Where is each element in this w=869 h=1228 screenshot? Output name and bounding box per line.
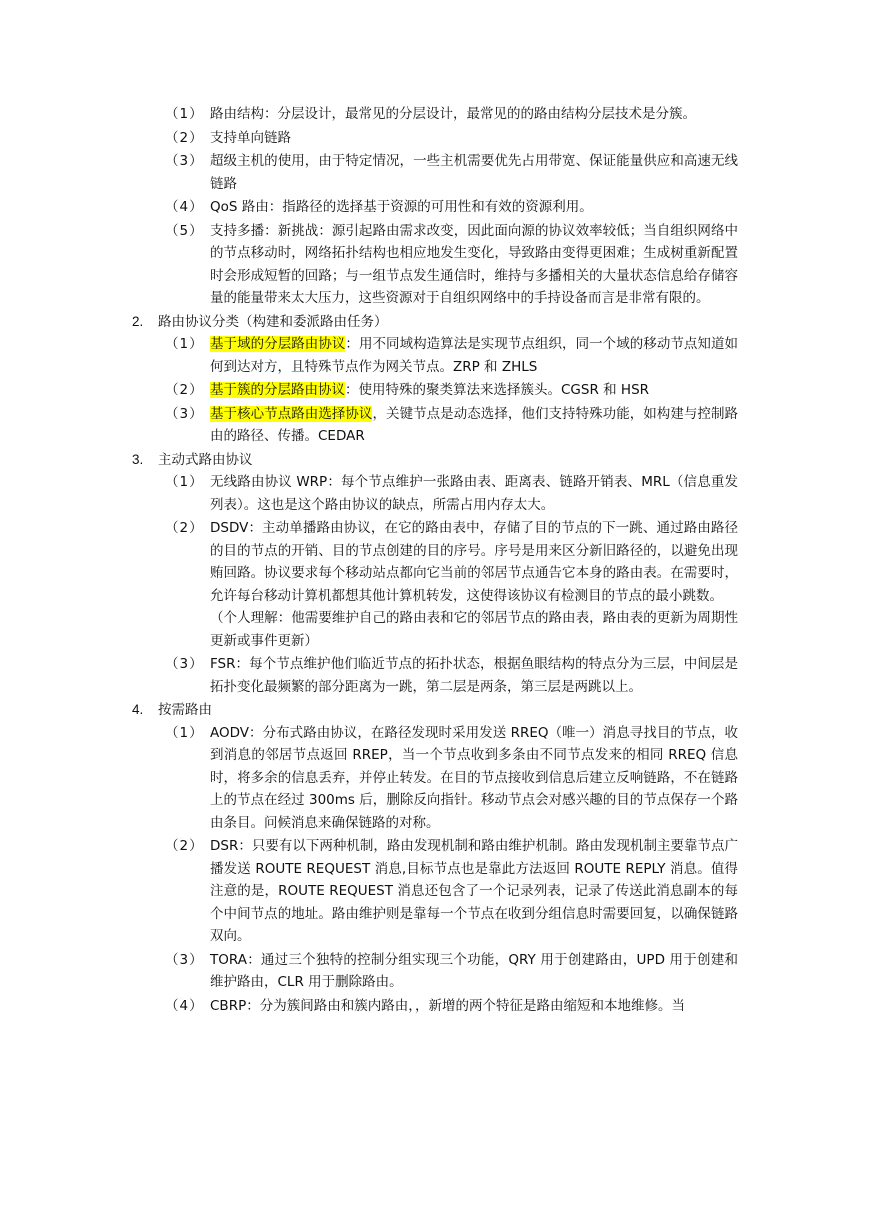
item-text: 无线路由协议 WRP：每个节点维护一张路由表、距离表、链路开销表、MRL（信息重发列表）。这也是这个路由协议的缺点，所需占用内存太大。	[210, 474, 738, 513]
section-heading	[132, 311, 738, 334]
item-number: （3）	[165, 951, 204, 968]
item-text: CBRP：分为簇间路由和簇内路由，，新增的两个特征是路由缩短和本地维修。当	[210, 997, 685, 1014]
item-number: （4）	[165, 997, 204, 1014]
document-body	[132, 103, 738, 1018]
item-number: （1）	[165, 474, 204, 490]
item-number: （2）	[165, 382, 204, 398]
section-3	[132, 449, 738, 699]
section-number: 2.	[132, 313, 144, 329]
list-item	[132, 220, 738, 310]
item-text: ：使用特殊的聚类算法来选择簇头。CGSR 和 HSR	[345, 382, 650, 398]
list-item	[132, 196, 738, 219]
item-number: （2）	[165, 838, 204, 854]
item-text: QoS 路由：指路径的选择基于资源的可用性和有效的资源利用。	[210, 199, 593, 215]
item-text: 路由结构：分层设计，最常见的分层设计，最常见的的路由结构分层技术是分簇。	[210, 106, 696, 122]
item-text: DSR：只要有以下两种机制，路由发现机制和路由维护机制。路由发现机制主要靠节点广播发送 ROUTE REQUEST 消息,目标节点也是靠此方法返回 ROUTE REPLY 消息。值得注意的是，ROUTE REQUEST 消息还包含了一个记录列表，记录了传送此消息副本的每个中间节点的地址。路由维护则是靠每一个节点在收到分组信息时需要回复，以确保链路双向。	[210, 838, 738, 944]
list-item	[132, 835, 738, 948]
section-title: 路由协议分类（构建和委派路由任务）	[158, 313, 388, 330]
list-item	[132, 517, 738, 652]
item-text: 超级主机的使用，由于特定情况，一些主机需要优先占用带宽、保证能量供应和高速无线链路	[210, 153, 738, 192]
list-item	[132, 403, 738, 448]
item-text: FSR：每个节点维护他们临近节点的拓扑状态，根据鱼眼结构的特点分为三层，中间层是拓扑变化最频繁的部分距离为一跳，第二层是两条，第三层是两跳以上。	[210, 656, 738, 695]
item-text: 支持单向链路	[210, 129, 291, 146]
list-item	[132, 333, 738, 378]
section-number: 4.	[132, 702, 144, 717]
item-text: TORA：通过三个独特的控制分组实现三个功能，QRY 用于创建路由，UPD 用于创建和维护路由，CLR 用于删除路由。	[210, 951, 738, 990]
highlighted-term: 基于域的分层路由协议	[210, 336, 346, 352]
item-number: （3）	[165, 405, 204, 422]
list-item	[132, 379, 738, 402]
item-text: ：用不同域构造算法是实现节点组织，同一个域的移动节点知道如何到达对方，且特殊节点作为网关节点。ZRP 和 ZHLS	[210, 336, 739, 375]
list-item	[132, 995, 738, 1018]
section-heading	[132, 699, 738, 722]
list-item	[132, 653, 738, 698]
item-number: （1）	[165, 336, 204, 352]
item-text: DSDV：主动单播路由协议，在它的路由表中，存储了目的节点的下一跳、通过路由路径的目的节点的开销、目的节点创建的目的序号。序号是用来区分新旧路径的，以避免出现贿回路。协议要求每个移动站点都向它当前的邻居节点通告它本身的路由表。在需要时，允许每台移动计算机都想其他计算机转发，这使得该协议有检测目的节点的最小跳数。	[210, 520, 738, 604]
item-text: ，关键节点是动态选择，他们支持特殊功能，如构建与控制路由的路径、传播。CEDAR	[210, 405, 739, 444]
item-number: （1）	[165, 724, 204, 741]
section-4	[132, 699, 738, 1017]
section-number: 3.	[132, 451, 144, 467]
highlighted-term: 基于簇的分层路由协议	[210, 382, 345, 398]
item-number: （2）	[165, 129, 204, 146]
item-number: （1）	[165, 106, 204, 122]
highlighted-term: 基于核心节点路由选择协议	[210, 405, 373, 422]
item-number: （2）	[165, 520, 204, 536]
section-title: 主动式路由协议	[158, 451, 253, 468]
list-item	[132, 150, 738, 195]
item-number: （3）	[165, 656, 204, 672]
item-number: （4）	[165, 199, 204, 215]
list-item	[132, 103, 738, 126]
item-number: （5）	[165, 222, 204, 239]
list-item	[132, 127, 738, 150]
section-heading	[132, 449, 738, 472]
item-text: AODV：分布式路由协议，在路径发现时采用发送 RREQ（唯一）消息寻找目的节点，收到消息的邻居节点返回 RREP，当一个节点收到多条由不同节点发来的相同 RREQ 信息时，将多余的信息丢弃，并停止转发。在目的节点接收到信息后建立反响链路，不在链路上的节点在经过 300ms 后，删除反向指针。移动节点会对感兴趣的目的节点保存一个路由条目。问候消息来确保链路的对称。	[210, 724, 738, 831]
section-2	[132, 311, 738, 448]
item-number: （3）	[165, 153, 204, 169]
item-text: 支持多播：新挑战：源引起路由需求改变，因此面向源的协议效率较低；当自组织网络中的节点移动时，网络拓扑结构也相应地发生变化，导致路由变得更困难；生成树重新配置时会形成短暂的回路；与一组节点发生通信时，维持与多播相关的大量状态信息给存储容量的能量带来太大压力，这些资源对于自组织网络中的手持设备而言是非常有限的。	[210, 222, 738, 306]
list-item	[132, 949, 738, 994]
section-title: 按需路由	[158, 702, 212, 718]
intro-list	[132, 103, 738, 310]
list-item	[132, 722, 738, 835]
list-item	[132, 471, 738, 516]
item-note: （个人理解：他需要维护自己的路由表和它的邻居节点的路由表，路由表的更新为周期性更新或事件更新）	[210, 610, 738, 649]
